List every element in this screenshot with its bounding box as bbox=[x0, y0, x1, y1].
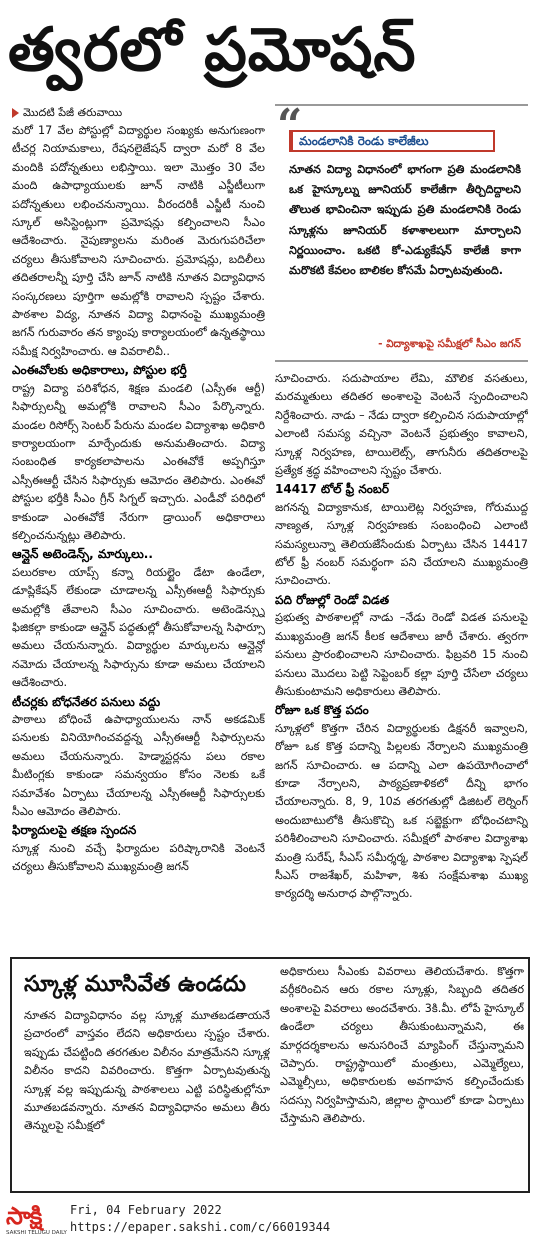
quote-box bbox=[275, 100, 528, 362]
kicker-label: మొదటి పేజీ తరువాయి bbox=[23, 106, 123, 119]
bottom-box-left-text: నూతన విద్యావిధానం వల్ల స్కూళ్ల మూతబడతాయనే ప్రచారంలో వాస్తవం లేదని అధికారులు స్పష్టం చేశారు. ఇప్పుడు చేపట్టింది తరగతుల విలీనం మాత్రమేనని స్కూళ్ల విలీనం కాదని వివరించారు. కొత్తగా ఏర్పాటవుతున్న స్కూళ్ల వల్ల ఇప్పుడున్న పాఠశాలలు ఎట్టి పరిస్థితుల్లోనూ మూతబడవన్నారు. నూతన విద్యావిధానం అమలు తీరు తెన్నులపై సమీక్షలో bbox=[24, 1009, 270, 1133]
subheading: ఫిర్యాదులపై తక్షణ స్పందన bbox=[12, 823, 137, 838]
publication-date: Fri, 04 February 2022 bbox=[70, 1203, 222, 1217]
continuation-kicker bbox=[12, 104, 265, 122]
bottom-box-right-text: అధికారులు సీఎంకు వివరాలు తెలియచేశారు. కొత్తగా వర్గీకరించిన ఆరు రకాల స్కూళ్లు, సిబ్బంది తదితర అంశాలపై వివరాలు అందచేశారు. 3కి.మీ. లోపే హైస్కూల్ ఉండేలా చర్యలు తీసుకుంటున్నామని, ఈ మార్గదర్శకాలను అనుసరించే మ్యాపింగ్ చేస్తున్నామని చెప్పారు. రాష్ట్రస్థాయిలో మంత్రులు, ఎమ్మెల్యేలు, ఎమ్మెల్సీలు, అధికారులకు అవగాహన కల్పించేందుకు సదస్సు నిర్వహిస్తామని, జిల్లాల స్థాయిలో కూడా ఏర్పాటు చేస్తామని తెలిపారు. bbox=[280, 965, 524, 1126]
paragraph: పలురకాల యాప్స్ కన్నా రియల్టైం డేటా ఉండేలా, డూప్లికేషన్ లేకుండా చూడాలన్న ఎస్సీఈఆర్టీ సిఫార్సుకు అమల్లోకి తేవాలని సీఎం సూచించారు. అటెండెన్స్ను ఫిజికల్గా కాకుండా ఆన్లైన్ పద్ధతుల్లో తీసుకోవాలన్న సిఫార్సూ అమలు చేయనున్నారు. విద్యార్థుల మార్కులను ఆన్లైన్లో నమోదు చేయాలన్న సిఫార్సును కూడా అమలు చేయాలని ఆదేశించారు. bbox=[12, 565, 265, 690]
paragraph: స్కూళ్లలో కొత్తగా చేరిన విద్యార్థులకు డిక్షనరీ ఇవ్వాలని, రోజూ ఒక కొత్త పదాన్ని పిల్లలకు నేర్పాలని ముఖ్యమంత్రి జగన్ సూచించారు. ఆ పదాన్ని ఎలా ఉపయోగించాలో కూడా నేర్పాలని, పాఠ్యప్రణాళికలో దీన్ని భాగం చేయాలన్నారు. 8, 9, 10వ తరగతుల్లో డిజిటల్ లెర్నింగ్ అందుబాటులోకి తీసుకొచ్చి ఒక సబ్జెక్టుగా బోధించటాన్ని పరిశీలించాలని సూచించారు. సమీక్షలో పాఠశాల విద్యాశాఖ మంత్రి సురేష్, సీఎస్ సమీర్శర్మ, పాఠశాల విద్యాశాఖ స్పెషల్ సీఎస్ రాజశేఖర్, మహిళా, శిశు సంక్షేమశాఖ ముఖ్య కార్యదర్శి అనురాధ పాల్గొన్నారు. bbox=[275, 721, 528, 901]
quote-mark-icon: “ bbox=[277, 100, 303, 151]
bottom-box-title: స్కూళ్ల మూసివేత ఉండదు bbox=[24, 972, 247, 997]
quote-body: నూతన విద్యా విధానంలో భాగంగా ప్రతి మండలానికి ఒక హైస్కూల్ను జూనియర్ కాలేజీగా తీర్చిదిద్దాలని తొలుత భావించినా ఇప్పుడు ప్రతి మండలానికి రెండు స్కూళ్లను జూనియర్ కళాశాలలుగా మార్చాలని నిర్ణయించాం. ఒకటి కో-ఎడ్యుకేషన్ కాలేజీ కాగా మరొకటి కేవలం బాలికల కోసమే ఏర్పాటవుతుంది. bbox=[289, 163, 521, 278]
logo-mark: సాక్షి bbox=[6, 1202, 42, 1230]
paragraph: జగనన్న విద్యాకానుక, టాయిలెట్ల నిర్వహణ, గోరుముద్ద నాణ్యత, స్కూళ్ల నిర్వహణకు సంబంధించి ఎలాంటి సమస్యలున్నా తెలియజేసేందుకు ఏర్పాటు చేసిన 14417 టోల్ ఫ్రీ నంబర్ సమర్థంగా పని చేయాలని ముఖ్యమంత్రి సూచించారు. bbox=[275, 500, 528, 588]
bottom-box bbox=[10, 957, 530, 1193]
paragraph: పాఠాలు బోధించే ఉపాధ్యాయులను నాన్ అకడమిక్ పనులకు వినియోగించవద్దన్న ఎస్సీఈఆర్టీ సిఫార్సులను అమలు చేయనున్నారు. హెడ్మాస్టర్లను పలు రకాల మీటింగ్లకు కాకుండా సమన్వయం కోసం నెలకు ఒకే సమావేశం ఏర్పాటు చేయాలన్న ఎస్సీఈఆర్టీ సిఫార్సులకు సీఎం ఆమోదం తెలిపారు. bbox=[12, 713, 265, 819]
subheading: రోజూ ఒక కొత్త పదం bbox=[275, 703, 369, 718]
left-column bbox=[12, 104, 265, 954]
right-column bbox=[275, 370, 528, 955]
subheading: 14417 టోల్ ఫ్రీ నంబర్ bbox=[275, 482, 389, 497]
subheading: పది రోజుల్లో రెండో విడత bbox=[275, 592, 390, 607]
triangle-arrow-icon bbox=[12, 108, 19, 118]
quote-title: మండలానికి రెండు కాలేజీలు bbox=[289, 130, 495, 152]
paragraph: స్కూళ్ల నుంచి వచ్చే ఫిర్యాదుల పరిష్కారానికి వెంటనే చర్యలు తీసుకోవాలని ముఖ్యమంత్రి జగన్ bbox=[12, 841, 265, 874]
paragraph: మరో 17 వేల పోస్టుల్లో విద్యార్థుల సంఖ్యకు అనుగుణంగా టీచర్ల నియామకాలు, రేషనలైజేషన్ ద్వారా మరో 8 వేల మందికి పదోన్నతులు లభిస్తాయి. ఇలా మొత్తం 30 వేల మంది ఉపాధ్యాయులకు జూన్ నాటికి ఎస్జీటీలుగా పదోన్నతులు లభించనున్నాయి. వీరందరికీ ఎస్జీటీ నుంచి స్కూల్ అసిస్టెంట్లుగా ప్రమోషన్లు కల్పించాలని సీఎం ఆదేశించారు. నైపుణ్యాలను మరింత మెరుగుపరిచేలా చర్యలు తీసుకోవాలని సూచించారు. ప్రమోషన్లు, బదిలీలు తదితరాలన్నీ పూర్తి చేసి జూన్ నాటికి నూతన విద్యావిధాన సంస్కరణలు పూర్తిగా అమల్లోకి రావాలని స్పష్టం చేశారు. పాఠశాల విద్య, నూతన విద్యా విధానంపై ముఖ్యమంత్రి జగన్ గురువారం తన క్యాంపు కార్యాలయంలో ఉన్నతస్థాయి సమీక్ష నిర్వహించారు. ఆ వివరాలివీ.. bbox=[12, 124, 265, 358]
subheading: టీచర్లకు బోధనేతర పనులు వద్దు bbox=[12, 694, 161, 709]
left-paragraphs bbox=[12, 122, 265, 877]
headline: త్వరలో ప్రమోషన్ bbox=[8, 15, 417, 85]
right-paragraphs bbox=[275, 370, 528, 904]
subheading: ఆన్లైన్ అటెండెన్స్, మార్కులు.. bbox=[12, 547, 153, 562]
paragraph: రాష్ట్ర విద్యా పరిశోధన, శిక్షణ మండలి (ఎస్సీఈ ఆర్టీ) సిఫార్సులన్నీ అమల్లోకి రావాలని సీఎం పేర్కొన్నారు. మండల రిసోర్స్ సెంటర్ పేరును మండల విద్యాశాఖ అధికారి కార్యాలయంగా మార్చేందుకు అనుమతించారు. విద్యా సంబంధిత కార్యకలాపాలను ఎంఈవోకే అప్పగిస్తూ ఎస్సీఈఆర్టీ చేసిన సిఫార్సుకు ఆమోదం తెలిపారు. ఎంఈవో పోస్టుల భర్తీకి సీఎం గ్రీన్ సిగ్నల్ ఇచ్చారు. ఎండీవో పరిధిలో కాకుండా ఎంఈవోకే నేరుగా డ్రాయింగ్ అధికారాలు కల్పించనున్నట్లు తెలిపారు. bbox=[12, 381, 265, 542]
subheading: ఎంఈవోలకు అధికారాలు, పోస్టుల భర్తీ bbox=[12, 363, 187, 378]
quote-attribution: - విద్యాశాఖపై సమీక్షలో సీఎం జగన్ bbox=[378, 338, 521, 350]
epaper-url-link[interactable]: https://epaper.sakshi.com/c/66019344 bbox=[70, 1220, 331, 1234]
paragraph: ప్రభుత్వ పాఠశాలల్లో నాడు –నేడు రెండో విడత పనులపై ముఖ్యమంత్రి జగన్ కీలక ఆదేశాలు జారీ చేశారు. త్వరగా పనులు ప్రారంభించాలని సూచించారు. ఫిబ్రవరి 15 నుంచి పనులు మొదలు పెట్టి సెప్టెంబర్ కల్లా పూర్తి చేసేలా చర్యలు తీసుకుంటామని అధికారులు తెలిపారు. bbox=[275, 611, 528, 698]
paragraph: సూచించారు. సదుపాయాల లేమి, మౌలిక వసతులు, మరమ్మతులు తదితర అంశాలపై వెంటనే స్పందించాలని నిర్దేశించారు. నాడు – నేడు ద్వారా కల్పించిన సదుపాయాల్లో ఎలాంటి సమస్య వచ్చినా వెంటనే ప్రభుత్వం కావాలని, స్కూళ్ల నిర్వహణ, టాయిలెట్స్, తాగునీరు తదితరాలపై ప్రత్యేక శ్రద్ధ వహించాలని స్పష్టం చేశారు. bbox=[275, 372, 528, 478]
logo-tagline: SAKSHI TELUGU DAILY bbox=[6, 1230, 67, 1236]
footer bbox=[0, 1197, 537, 1241]
sakshi-logo bbox=[6, 1202, 67, 1239]
